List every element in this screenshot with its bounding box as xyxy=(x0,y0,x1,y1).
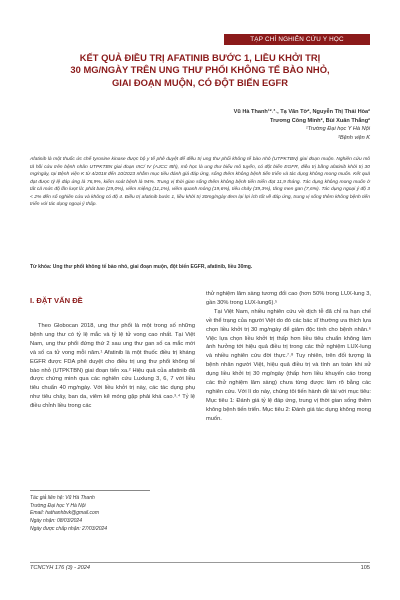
body-paragraph: Tại Việt Nam, nhiều nghiên cứu về dịch tễ đã chỉ ra hạn chế về thể trạng của người Việt do đó các bác sĩ thường ưa thích lựa chọn liều khởi trị 30 mg/ngày để giảm độc tính cho bệnh nhân.⁶ Việc lựa chọn liều khởi trị thấp hơn liều tiêu chuẩn không làm ảnh hưởng tới hiệu quả điều trị trong các thử nghiệm LUX-lung và nhiều nghiên cứu đời thực.⁷˒⁸ Tuy nhiên, trên đối tượng là bệnh nhân người Việt, hiệu quả điều trị và tính an toàn khi sử dụng liều khởi trị 30 mg/ngày (thấp hơn liều khuyến cáo trong các thử nghiệm lâm sàng) chưa từng được làm rõ bằng các nghiên cứu. Với lí do này, chúng tôi tiến hành đề tài với mục tiêu: Mục tiêu 1: Đánh giá tỷ lệ đáp ứng, trung vị thời gian sống thêm không bệnh tiến triển. Mục tiêu 2: Đánh giá tác dụng không mong muốn. xyxy=(206,308,371,422)
title-line: 30 MG/NGÀY TRÊN UNG THƯ PHỔI KHÔNG TẾ BÀO NHỎ, xyxy=(70,64,330,76)
correspondence-footnote xyxy=(30,495,195,534)
article-title xyxy=(30,52,370,89)
author-block xyxy=(70,108,370,142)
journal-header-bar xyxy=(224,34,370,45)
affiliation: ¹Trường Đại học Y Hà Nội xyxy=(305,126,370,133)
left-column xyxy=(30,322,195,411)
body-paragraph: Theo Globocan 2018, ung thư phổi là một trong số những bệnh ung thư có tỷ lệ mắc và tỷ lệ tử vong cao nhất. Tại Việt Nam, ung thư phổi đứng thứ 2 sau ung thư gan số ca mắc mới và số ca tử vong mỗi năm.¹ Afatinib là một thuốc điều trị kháng EGFR được FDA phê duyệt cho điều trị ung thư phổi không tế bào nhỏ (UTPKTBN) giai đoạn tiến xa.² Hiệu quả của afatinib đã được chứng minh qua các nghiên cứu Luxlung 3, 6, 7 với liều tiêu chuẩn 40 mg/ngày. Với liều khởi trị này, các tác dụng phụ như tiêu chảy, ban da, viêm kẽ móng gặp phải khá cao.³˒⁴ Tỷ lệ điều chỉnh liều trong các xyxy=(30,323,195,410)
footnote-line: Email: hathanhbvk@gmail.com xyxy=(30,510,99,517)
footnote-line: Ngày nhận: 08/03/2024 xyxy=(30,518,82,525)
journal-header: TẠP CHÍ NGHIÊN CỨU Y HỌC xyxy=(250,36,344,43)
footer-divider xyxy=(30,562,370,563)
authors-line: Trương Công Minh², Bùi Xuân Thắng² xyxy=(270,117,370,124)
title-line: KẾT QUẢ ĐIỀU TRỊ AFATINIB BƯỚC 1, LIỀU KHỞI TRỊ xyxy=(79,52,321,63)
right-column xyxy=(206,290,371,424)
footnote-line: Trường Đại học Y Hà Nội xyxy=(30,502,86,509)
body-paragraph: thử nghiệm lâm sàng tương đối cao (hơn 50% trong LUX-lung 3, gần 30% trong LUX-lung6).⁵ xyxy=(206,291,371,306)
footnote-divider xyxy=(30,490,150,491)
journal-issue: TCNCYH 176 (3) - 2024 xyxy=(30,565,90,571)
keywords: Từ khóa: Ung thư phổi không tế bào nhỏ, giai đoạn muộn, đột biến EGFR, afatinib, liều 30mg. xyxy=(30,264,253,270)
abstract: Afatinib là một thuốc ức chế tyrosine kinase được bộ y tế phê duyệt để điều trị ung thư phổi không tế bào nhỏ (UTPKTBN) giai đoạn muộn. Nghiên cứu mô tả hồi cứu trên bệnh nhân UTPKTBN giai đoạn IIIC/ IV (AJCC 8th), mô học là ung thư biểu mô tuyến, có đột biến EGFR, điều trị bằng afatinib khởi trị 30 mg/ngày, tại Bệnh viện K từ 4/2018 đến 10/2023 nhằm mục tiêu đánh giá đáp ứng, sống thêm không bệnh tiến triển và tác dụng không mong muốn. Kết quả đạt được tỷ lệ đáp ứng là 76,9%, kiểm soát bệnh là 94%. Trung vị thời gian sống thêm không bệnh tiến triển đạt 11,9 tháng. Tác dụng không mong muốn ở tất cả mức độ lần lượt là: phát ban (29,0%), viêm miệng (11,1%), viêm quanh móng (19,6%), tiêu chảy (39,3%), tăng men gan (7,6%). Tác dụng ngoại ý độ 3 < 2% đến số nghiên cứu và không có độ 4. Điều trị afatinib bước 1, liều khởi trị 30mg/ngày đem lại lợi ích tốt về đáp ứng, trung vị sống thêm không bệnh tiến triển với tác dụng ngoại ý thấp. xyxy=(30,157,370,207)
authors-line: Vũ Hà Thanh¹²˒³˒, Tạ Văn Tờ², Nguyễn Thị Thái Hòa² xyxy=(233,109,370,115)
page-number: 105 xyxy=(360,565,370,571)
title-line: GIAI ĐOẠN MUỘN, CÓ ĐỘT BIẾN EGFR xyxy=(111,76,289,88)
section-heading: I. ĐẶT VẤN ĐỀ xyxy=(30,296,83,305)
affiliation: ²Bệnh viện K xyxy=(337,134,370,141)
footnote-line: Tác giả liên hệ: Vũ Hà Thanh xyxy=(30,495,95,501)
footnote-line: Ngày được chấp nhận: 27/03/2024 xyxy=(30,525,108,532)
